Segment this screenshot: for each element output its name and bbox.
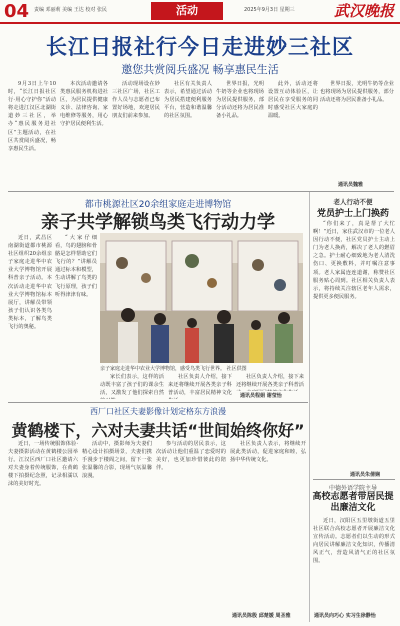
- section-tab: 活动: [151, 2, 223, 20]
- lead-headline: 长江日报社行今日走进妙三社区: [46, 35, 354, 59]
- museum-photo-illustration: [100, 233, 303, 363]
- lead-column: [8, 80, 56, 188]
- story2-column: [8, 234, 52, 394]
- side1-body: [313, 220, 395, 470]
- story2-column: [100, 373, 164, 399]
- story2-reporter: 通讯员程娟 谢莹怡: [240, 393, 282, 399]
- side2-headline: 高校志愿者带居民提出廉洁文化: [312, 492, 394, 513]
- story2-column: [168, 373, 232, 399]
- dateline: 2025年9月3日 星期三: [244, 7, 295, 13]
- museum-photo: [100, 233, 303, 363]
- side2-paragraph: 近日，汉阳区五里墩街道五里社区联合高校志愿者开展廉洁文化宣传活动。志愿者们以生动的形式向居民讲解廉洁文化知识，传播清风正气，营造风清气正的社区氛围。: [313, 518, 395, 565]
- lead-column: [112, 80, 160, 188]
- editors-credit: 责编 邓丽莉 美编 王达 校对 张民: [34, 7, 107, 13]
- story2-paragraph: “大家仔细看，鸟的翅膀和骨骼是怎样帮助它们飞行的？”讲解员通过标本和模型，生动讲解了鸟类的飞行原理，孩子们听得津津有味。: [55, 235, 97, 298]
- story3-paragraph: 活动中，摄影师为夫妻们精心设计拍摄场景，夫妻们携手漫步于楼阁之间，留下一张张温馨的合影，现场气氛温馨浪漫。: [82, 441, 152, 480]
- lead-paragraph: 此外，活动还将设置互动体验区，让居民在享受服务的同时感受社区大家庭的温暖。: [268, 81, 318, 120]
- lead-column: [216, 80, 264, 188]
- header-rule: [0, 22, 400, 24]
- lead-paragraph: 世界日报，光明牛奶等企业也将现场为居民提供服务，部分活动还将为居民准备小礼品。: [216, 81, 264, 120]
- story2-headline: 亲子共学解锁鸟类飞行动力学: [41, 212, 275, 233]
- section-divider: [313, 479, 395, 480]
- lead-paragraph: 世界日报，光明牛奶等企业也将现场为居民提供服务，部分活动还将为居民准备小礼品。: [320, 81, 394, 104]
- story3-headline: 黄鹤楼下，六对夫妻共话“世间始终你好”: [11, 421, 305, 440]
- masthead-logo: 武汉晚报: [333, 2, 394, 20]
- side1-reporter: 通讯员朱倩娴: [350, 472, 381, 478]
- lead-paragraph: 社区有关负责人表示，希望通过活动为居民搭建便利服务平台，营造和谐温馨的社区氛围。: [164, 81, 212, 120]
- lead-reporter: 通讯员魏雅: [338, 182, 364, 188]
- page-number: 04: [4, 1, 30, 22]
- story3-paragraph: 近日，一场传统服饰体验·夫妻摄影活动在黄鹤楼公园举行。江汉区西厂口社区邀请六对夫妻身着传统服饰，在黄鹤楼下拍摄纪念照，记录相濡以沫的美好时光。: [8, 441, 78, 488]
- lead-column: [60, 80, 108, 188]
- story3-paragraph: 参与活动的居民表示，这次活动让他们重温了恋爱时的美好，也更加珍惜彼此的陪伴。: [156, 441, 226, 472]
- lead-column: [320, 80, 394, 180]
- photo-caption: 亲子家庭走进华中农业大学博物馆，感受鸟类飞行世界。 社区供图: [100, 366, 247, 372]
- lead-subheadline: 邀您共赏阅兵盛况 畅享惠民生活: [121, 63, 279, 76]
- side1-headline: 党员护士上门换药: [316, 209, 389, 219]
- side2-kicker: 中德外语学院主导: [328, 485, 377, 492]
- side1-paragraph: “你们来了，真是帮了大忙啊！”近日，家住武汉市的一位老人因行动不便，社区党员护士主动上门为老人换药，解决了老人的燃眉之急。护士耐心细致地为老人清洗伤口、更换敷料，并叮嘱注意事项。老人家属连连道谢，称赞社区服务贴心周到。社区相关负责人表示，将持续关注辖区老年人需求，提供更多便民服务。: [313, 221, 395, 300]
- section-divider: [8, 402, 308, 403]
- lead-paragraph: 本次活动邀请各类惠民服务机构进社区，为居民提供健康义诊、法律咨询、家电维修等服务，用心守护居民便利生活。: [60, 81, 108, 128]
- story2-paragraph: 近日，武昌区南湖街道都市桃源社区组织20余组亲子家庭走进华中农业大学博物馆开展科普亲子活动。本次活动走进华中农业大学博物馆标本展厅，讲解员带领孩子们认识各类鸟类标本，了解鸟类飞行的奥秘。: [8, 235, 52, 331]
- lead-column: [164, 80, 212, 188]
- side2-body: [313, 517, 395, 609]
- side1-kicker: 老人行动不便: [333, 198, 373, 206]
- lead-column: [268, 80, 318, 180]
- side2-reporter: 通讯员向巧心 实习生徐静怡: [314, 613, 376, 619]
- story2-paragraph: 社区负责人介绍，接下来还将继续开展各类亲子科普活: [236, 374, 304, 389]
- story2-kicker: 都市桃源社区20余组家庭走进博物馆: [84, 200, 232, 210]
- story3-column: [230, 440, 306, 610]
- story3-column: [156, 440, 226, 618]
- lead-paragraph: 9月3日上午10时，“长江日报社区行·用心守护你”活动将走进江汉区北湖街道妙三社区，举办“惠民服务进社区”主题活动，在社区共赏阅兵盛况，畅享惠民生活。: [8, 81, 56, 152]
- story3-column: [82, 440, 152, 618]
- story2-column: [236, 373, 304, 391]
- story2-paragraph: 家长们表示，这样的活动既丰富了孩子们的课余生活，又激发了他们探索自然: [100, 374, 164, 397]
- story2-column: [55, 234, 97, 394]
- lead-paragraph: 活动现场设在妙三社区广场，社区工作人员与志愿者已布置好场地，欢迎居民朋友们前来参加。: [112, 81, 160, 120]
- page-header: [0, 0, 400, 22]
- story3-paragraph: 社区负责人表示，将继续开展此类活动，促进家庭和睦，弘扬中华传统文化。: [230, 441, 306, 464]
- section-divider: [8, 191, 394, 192]
- story3-kicker: 西厂口社区夫妻影像计划定格东方浪漫: [90, 407, 226, 416]
- story3-column: [8, 440, 78, 618]
- story2-paragraph: 社区负责人介绍，接下来还将继续开展各类亲子科普活动，丰富居民精神文化: [168, 374, 232, 397]
- story3-reporter: 通讯员陈殷 邱楚媛 周圣雅: [232, 613, 291, 619]
- sidebar-divider: [309, 192, 310, 622]
